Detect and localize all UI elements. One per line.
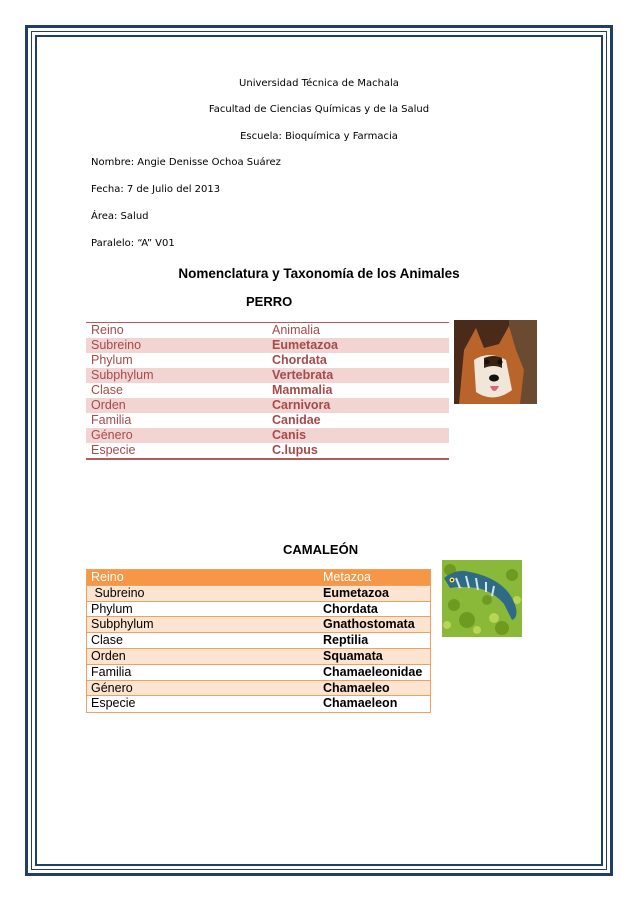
university-name: Universidad Técnica de Machala xyxy=(239,78,399,89)
rank-value: Eumetazoa xyxy=(323,585,389,600)
date-line: Fecha: 7 de Julio del 2013 xyxy=(91,184,221,195)
rank-label: Subreino xyxy=(91,585,145,600)
table-row xyxy=(86,353,449,368)
rank-value: Mammalia xyxy=(272,383,333,397)
rank-label: Especie xyxy=(91,443,136,457)
document-title: Nomenclatura y Taxonomía de los Animales xyxy=(178,266,460,281)
dog-photo xyxy=(454,320,537,404)
rank-label: Subphylum xyxy=(91,617,154,632)
table-row xyxy=(86,383,449,398)
table-row xyxy=(86,443,449,458)
rank-value: Canis xyxy=(272,428,307,442)
table-row xyxy=(87,633,430,649)
table-row xyxy=(87,617,430,633)
table-row xyxy=(87,649,430,665)
rank-value: Animalia xyxy=(272,323,320,337)
paralelo-line: Paralelo: “A” V01 xyxy=(91,238,175,249)
rank-label: Phylum xyxy=(91,601,133,616)
rank-label: Clase xyxy=(91,383,123,397)
student-name: Nombre: Angie Denisse Ochoa Suárez xyxy=(91,157,281,168)
rank-value: Squamata xyxy=(323,648,383,663)
chameleon-photo xyxy=(442,560,522,637)
table-row xyxy=(87,602,430,618)
dog-heading: PERRO xyxy=(246,294,293,309)
table-row xyxy=(86,338,449,353)
rank-label: Subphylum xyxy=(91,368,154,382)
rank-value: Reptilia xyxy=(323,633,369,648)
table-row xyxy=(86,428,449,443)
table-row xyxy=(86,398,449,413)
dog-taxonomy-table xyxy=(86,322,449,460)
rank-value: Vertebrata xyxy=(272,368,334,382)
rank-value: Eumetazoa xyxy=(272,338,338,352)
table-row xyxy=(87,665,430,681)
rank-label: Género xyxy=(91,428,133,442)
table-row xyxy=(86,323,449,338)
table-row xyxy=(87,586,430,602)
rank-label: Género xyxy=(91,680,133,695)
chameleon-taxonomy-table xyxy=(86,569,431,713)
rank-value: Chordata xyxy=(323,601,378,616)
rank-value: Gnathostomata xyxy=(323,617,415,632)
school-name: Escuela: Bioquímica y Farmacia xyxy=(240,131,398,142)
rank-value: Chordata xyxy=(272,353,327,367)
table-row xyxy=(87,681,430,697)
rank-value: Canidae xyxy=(272,413,321,427)
rank-label: Reino xyxy=(91,570,124,584)
rank-label: Orden xyxy=(91,398,126,412)
faculty-name: Facultad de Ciencias Químicas y de la Salud xyxy=(208,104,430,115)
rank-value: Carnivora xyxy=(272,398,331,412)
rank-label: Familia xyxy=(91,413,132,427)
area-line: Área: Salud xyxy=(91,211,149,222)
rank-value: Chamaeleonidae xyxy=(323,664,423,679)
rank-label: Clase xyxy=(91,633,123,648)
rank-value: Chamaeleo xyxy=(323,680,390,695)
table-row xyxy=(87,570,430,586)
rank-label: Reino xyxy=(91,323,124,337)
rank-label: Especie xyxy=(91,696,136,711)
table-row xyxy=(86,368,449,383)
table-row xyxy=(87,696,430,712)
table-row xyxy=(86,413,449,428)
rank-value: Chamaeleon xyxy=(323,696,398,711)
rank-label: Subreino xyxy=(91,338,142,352)
rank-value: C.lupus xyxy=(272,443,318,457)
rank-label: Familia xyxy=(91,664,132,679)
chameleon-heading: CAMALEÓN xyxy=(283,542,359,557)
rank-value: Metazoa xyxy=(323,570,371,584)
rank-label: Phylum xyxy=(91,353,133,367)
rank-label: Orden xyxy=(91,648,126,663)
